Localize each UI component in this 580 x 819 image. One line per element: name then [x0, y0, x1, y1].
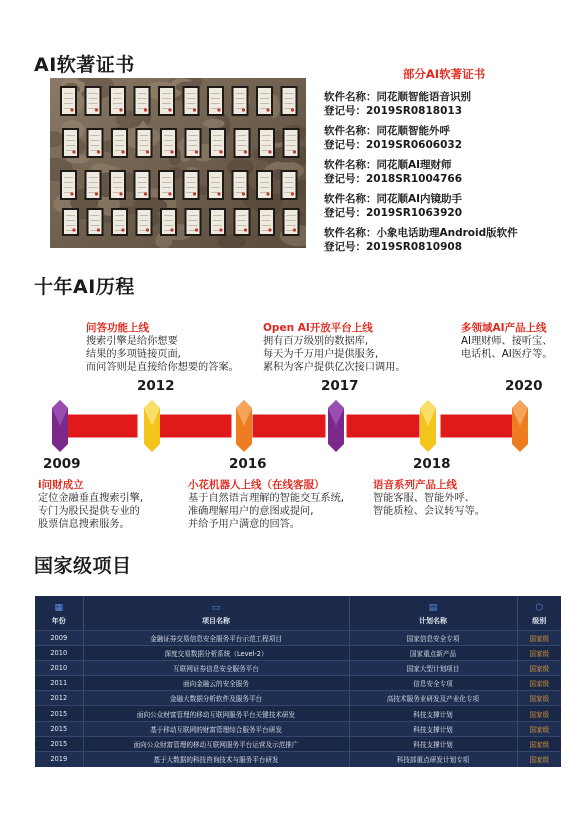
- timeline-segment: [64, 414, 138, 438]
- shield-icon: ⬡: [535, 602, 544, 613]
- timeline-event-2009: i问财成立 定位金融垂直搜索引擎, 专门为股民提供专业的 股票信息搜索服务。: [38, 479, 144, 530]
- certificate-item: 软件名称：同花顺智能外呼 登记号：2019SR0606032: [324, 125, 463, 151]
- timeline-event-2018: 语音系列产品上线 智能客服、智能外呼、 智能质检、会议转写等。: [373, 479, 486, 517]
- timeline-segment: [252, 414, 326, 438]
- national-projects-table: [35, 596, 561, 767]
- year-label-2018: 2018: [413, 456, 451, 472]
- year-label-2016: 2016: [229, 456, 267, 472]
- certificate-list-heading: 部分AI软著证书: [402, 67, 486, 81]
- certificate-item: 软件名称：同花顺AI理财师 登记号：2018SR1004766: [324, 159, 463, 185]
- certificate-item: 软件名称：小象电话助理Android版软件 登记号：2019SR0810908: [324, 227, 518, 253]
- timeline-event-2017: Open AI开放平台上线 拥有百万级别的数据库, 每天为千万用户提供服务, 累积为客户提供亿次接口调用。: [263, 322, 406, 373]
- calendar-icon: ▦: [54, 602, 63, 613]
- column-header-level: ⬡ 级别: [517, 596, 561, 630]
- column-header-project: ▭ 项目名称: [83, 596, 349, 630]
- timeline-gem-2009: [52, 400, 68, 452]
- certificate-item: 软件名称：同花顺AI内镜助手 登记号：2019SR1063920: [324, 193, 463, 219]
- year-label-2012: 2012: [137, 378, 175, 394]
- column-header-year: ▦ 年份: [35, 596, 83, 630]
- timeline-gem-2016: [236, 400, 252, 452]
- certificate-list: [324, 66, 564, 260]
- timeline-segment: [440, 414, 514, 438]
- table-row: 2010 互联网证券信息安全服务平台 国家大型计划项目 国家级: [35, 660, 561, 675]
- table-row: 2019 基于大数据的科技咨询技术与服务平台研发 科技部重点研发计划专项 国家级: [35, 752, 561, 767]
- certificate-item: 软件名称：同花顺智能语音识别 登记号：2019SR0818013: [324, 91, 471, 117]
- folder-icon: ▭: [211, 602, 221, 613]
- table-row: 2015 基于移动互联网的财富管理综合服务平台研发 科技支撑计划 国家级: [35, 721, 561, 736]
- timeline-event-2016: 小花机器人上线（在线客服） 基于自然语言理解的智能交互系统, 准确理解用户的意图或提问, 并给予用户满意的回答。: [188, 479, 345, 530]
- table-row: 2010 深度交易数据分析系统（Level-2） 国家重点新产品 国家级: [35, 645, 561, 660]
- section-title-ai-history: 十年AI历程: [34, 276, 135, 298]
- timeline-event-2012: 问答功能上线 搜索引擎是给你想要 结果的多项链接页面, 而问答则是直接给你想要的答案。: [86, 322, 239, 373]
- table-row: 2015 面向公众财富管理的移动互联网服务平台运营及示范推广 科技支撑计划 国家级: [35, 736, 561, 751]
- table-row: 2015 面向公众财富管理的移动互联网服务平台关键技术研发 科技支撑计划 国家级: [35, 706, 561, 721]
- timeline-segment: [158, 414, 232, 438]
- table-row: 2009 金融证券交易信息安全服务平台示范工程项目 国家信息安全专项 国家级: [35, 630, 561, 645]
- timeline-gem-2017: [328, 400, 344, 452]
- timeline-bar: [40, 396, 540, 456]
- year-label-2020: 2020: [505, 378, 543, 394]
- table-row: 2012 金融大数据分析软件及服务平台 高技术服务业研发及产业化专项 国家级: [35, 691, 561, 706]
- document-check-icon: ▤: [428, 602, 438, 613]
- year-label-2009: 2009: [43, 456, 81, 472]
- table-row: 2011 面向金融云的安全服务 信息安全专项 国家级: [35, 676, 561, 691]
- column-header-plan: ▤ 计划名称: [349, 596, 517, 630]
- timeline-gem-2020: [512, 400, 528, 452]
- section-title-ai-certificates: AI软著证书: [34, 54, 135, 76]
- timeline-segments: [64, 414, 514, 438]
- timeline-segment: [346, 414, 420, 438]
- year-label-2017: 2017: [321, 378, 359, 394]
- timeline-event-2020: 多领域AI产品上线 AI理财师、接听宝、 电话机、AI医疗等。: [461, 322, 553, 360]
- section-title-national-projects: 国家级项目: [34, 555, 132, 577]
- certificate-wall-photo: [50, 78, 306, 248]
- timeline-gem-2012: [144, 400, 160, 452]
- timeline-gem-2018: [420, 400, 436, 452]
